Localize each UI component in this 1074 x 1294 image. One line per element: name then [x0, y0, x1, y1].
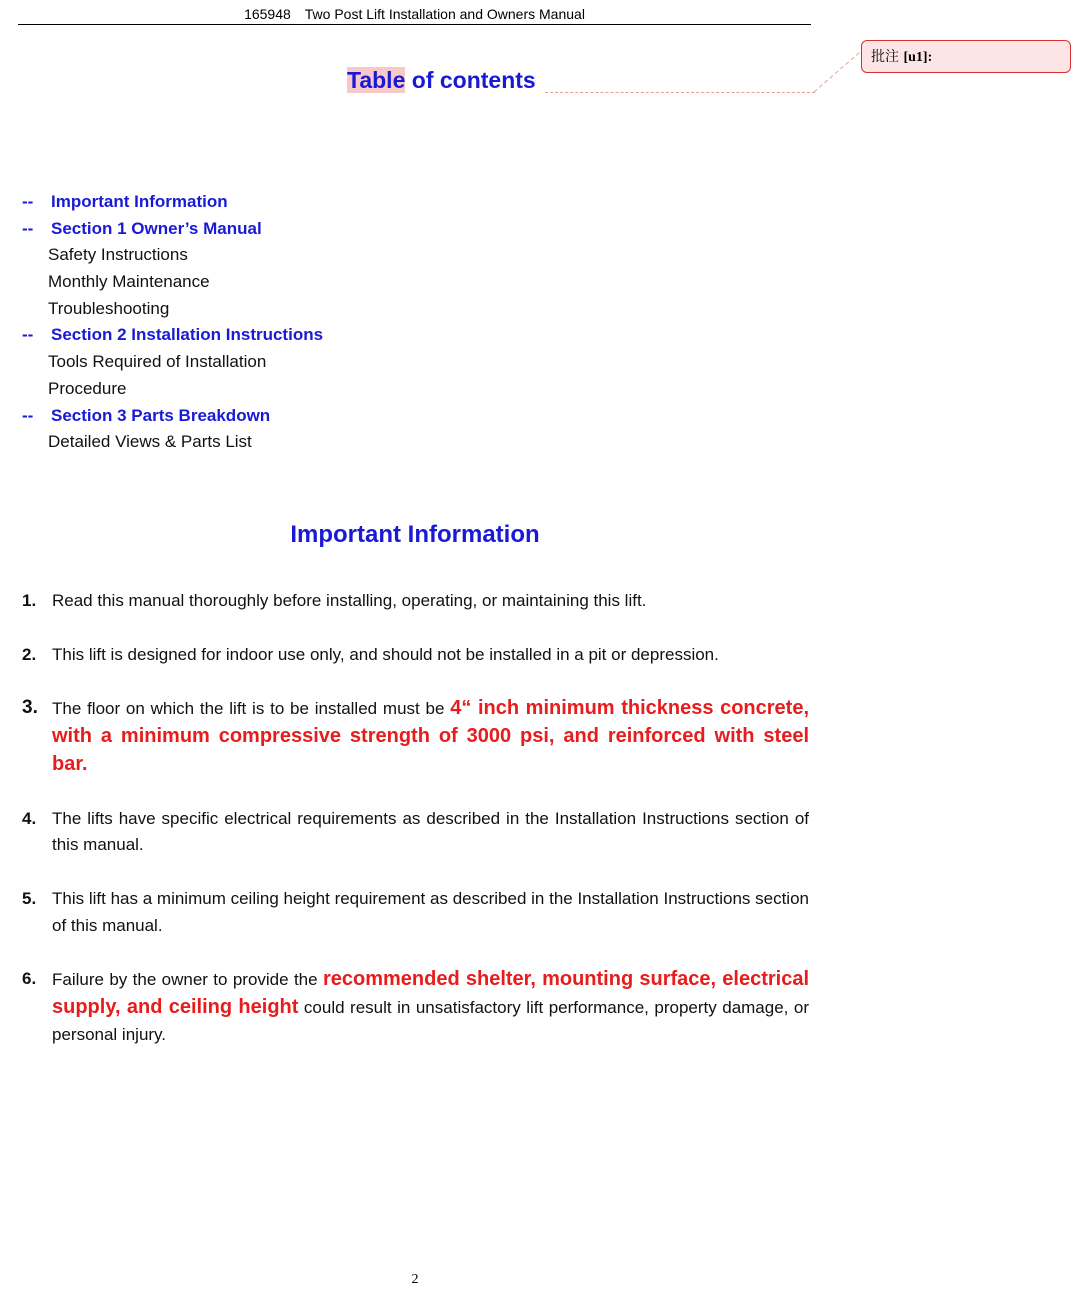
info-item-text: This lift has a minimum ceiling height requirement as described in the Installation Instructions section of this manual. [52, 888, 809, 935]
comment-ref: [u1]: [903, 50, 933, 65]
page-number: 2 [411, 1272, 419, 1287]
toc-item-section-1[interactable] [22, 216, 722, 243]
info-item-number: 6. [22, 969, 37, 989]
info-item-text: The floor on which the lift is to be installed must be [52, 699, 451, 719]
toc-item-label: Section 1 Owner’s Manual [51, 218, 262, 238]
toc-item-safety-instructions[interactable] [22, 242, 722, 269]
info-item-warning-text: 4“ inch minimum thickness concrete, with a minimum compressive strength of 3000 psi, and reinforced with steel bar. [52, 697, 809, 775]
toc-item-troubleshooting[interactable] [22, 296, 722, 323]
review-comment-bubble[interactable] [861, 40, 1071, 73]
info-item-warning-text: recommended shelter, mounting surface, electrical supply, and ceiling height [52, 968, 810, 1019]
toc-item-monthly-maintenance[interactable] [22, 269, 722, 296]
toc-item-label: Important Information [51, 192, 228, 211]
toc-title-highlight: Table [347, 67, 406, 93]
toc-item-section-2[interactable] [22, 322, 722, 349]
info-item-number: 5. [22, 888, 37, 908]
comment-label: 批注 [871, 49, 899, 65]
info-item-1 [22, 588, 809, 615]
header-title: Two Post Lift Installation and Owners Manual [304, 6, 585, 22]
info-item-text: Read this manual thoroughly before installing, operating, or maintaining this lift. [52, 591, 647, 610]
toc-dash: -- [22, 218, 34, 238]
toc-item-label: Monthly Maintenance [48, 272, 210, 292]
header-doc-number: 165948 [244, 6, 291, 22]
info-item-4 [22, 806, 809, 859]
toc-dash: -- [22, 192, 34, 211]
comment-connector [810, 50, 862, 94]
info-item-text: The lifts have specific electrical requirements as described in the Installation Instructions section of this manual. [52, 808, 809, 855]
comment-anchor-line [545, 92, 815, 93]
info-item-text-tail: could result in unsatisfactory lift performance, property damage, or personal injury. [52, 998, 810, 1044]
toc-item-detailed-views[interactable] [22, 429, 722, 456]
toc-dash: -- [22, 325, 34, 345]
toc-list [22, 189, 722, 456]
toc-item-label: Procedure [48, 378, 127, 398]
toc-item-tools-required[interactable] [22, 349, 722, 376]
toc-item-procedure[interactable] [22, 376, 722, 403]
toc-item-section-3[interactable] [22, 403, 722, 430]
toc-item-label: Detailed Views & Parts List [48, 432, 252, 452]
info-item-5 [22, 886, 809, 939]
toc-item-important-information[interactable] [22, 189, 722, 216]
info-item-3 [22, 695, 809, 778]
info-item-number: 3. [22, 697, 38, 719]
important-information-list [22, 588, 809, 1048]
info-item-number: 4. [22, 808, 37, 828]
toc-title-rest: of contents [405, 67, 536, 93]
page-header [18, 4, 811, 25]
toc-item-label: Troubleshooting [48, 298, 170, 318]
toc-item-label: Safety Instructions [48, 245, 188, 265]
toc-item-label: Section 3 Parts Breakdown [51, 405, 271, 425]
info-item-text: Failure by the owner to provide the [52, 970, 323, 990]
info-item-number: 1. [22, 591, 37, 610]
important-information-heading: Important Information [290, 521, 540, 548]
info-item-6 [22, 966, 809, 1048]
toc-item-label: Tools Required of Installation [48, 352, 267, 372]
toc-item-label: Section 2 Installation Instructions [51, 325, 324, 345]
info-item-text: This lift is designed for indoor use only, and should not be installed in a pit or depression. [52, 644, 719, 664]
info-item-number: 2. [22, 644, 37, 664]
toc-dash: -- [22, 405, 34, 425]
info-item-2 [22, 642, 809, 669]
toc-title [347, 64, 536, 96]
